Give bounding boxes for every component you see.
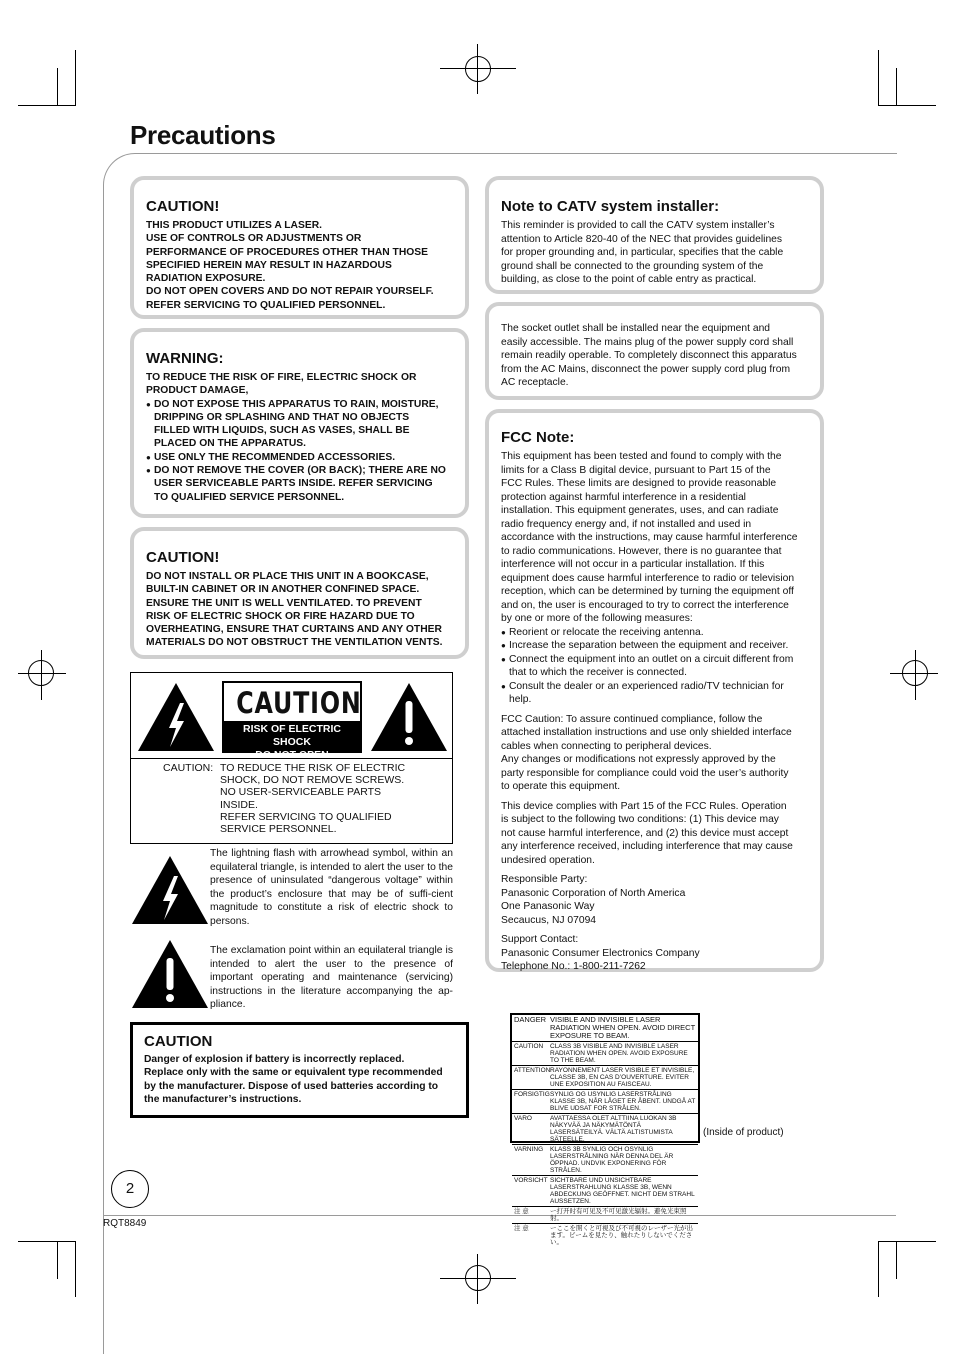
laser-warning-label (510, 1013, 700, 1246)
caution-big-word: CAUTION (236, 686, 362, 720)
socket-text: The socket outlet shall be installed near the equipment and easily accessible. The mains plug of the power supply cord shall remain readily operable. To completely disconnect this apparatus from the AC Mains, disconnect the power supply cord plug from AC receptacle. (501, 323, 797, 388)
list-item: ● DO NOT EXPOSE THIS APPARATUS TO RAIN, MOISTURE, DRIPPING OR SPLASHING AND THAT NO OBJECTS FILLED WITH LIQUIDS, SUCH AS VASES, SHALL BE PLACED ON THE APPARATUS. (146, 398, 439, 450)
battery-caution-heading: CAUTION (144, 1033, 213, 1050)
fcc-heading: FCC Note: (501, 429, 575, 446)
caution-ventilation-box (130, 527, 469, 659)
laser-label-row: ATTENTION RAYONNEMENT LASER VISIBLE ET INVISIBLE, CLASSE 3B, EN CAS D’OUVERTURE. EVITER UNE EXPOSITION AU FAISCEAU. (512, 1066, 698, 1090)
laser-label-row: FORSIGTIG SYNLIG OG USYNLIG LASERSTRÅLING KLASSE 3B, NÅR LÅGET ER ÅBENT. UNDGÅ AT BLIVE UDSAT FOR STRÅLEN. (512, 1090, 698, 1114)
laser-label-caption: (Inside of product) (703, 1127, 784, 1138)
list-item: ● USE ONLY THE RECOMMENDED ACCESSORIES. (146, 451, 396, 463)
laser-label-row: 注 意 ーここを開くと可視及び不可視のレーザー光が出ます。ビームを見たり、触れたりしないでください。 (514, 1225, 693, 1246)
caution-laser-box (130, 176, 469, 319)
list-item: ● Increase the separation between the equipment and receiver. (501, 640, 789, 651)
laser-label-row: VORSICHT SICHTBARE UND UNSICHTBARE LASERSTRAHLUNG KLASSE 3B, WENN ABDECKUNG GEÖFFNET. NICHT DEM STRAHL AUSSETZEN. (512, 1176, 698, 1207)
caution-ventilation-text: DO NOT INSTALL OR PLACE THIS UNIT IN A BOOKCASE, BUILT-IN CABINET OR IN ANOTHER CONFINED SPACE. ENSURE THE UNIT IS WELL VENTILATED. TO PREVENT RISK OF ELECTRIC SHOCK OR FIRE HAZARD DUE TO OVERHEATING, ENSURE THAT CURTAINS AND ANY OTHER MATERIALS DO NOT OBSTRUCT THE VENTILATION VENTS. (146, 571, 443, 649)
lightning-symbol-icon (130, 854, 210, 926)
caution-laser-text: THIS PRODUCT UTILIZES A LASER. USE OF CONTROLS OR ADJUSTMENTS OR PERFORMANCE OF PROCEDURES OTHER THAN THOSE SPECIFIED HEREIN MAY RESULT IN HAZARDOUS RADIATION EXPOSURE. DO NOT OPEN COVERS AND DO NOT REPAIR YOURSELF. REFER SERVICING TO QUALIFIED PERSONNEL. (146, 220, 434, 311)
page-number: 2 (111, 1170, 149, 1208)
risk-shock-text: RISK OF ELECTRIC SHOCK DO NOT OPEN (224, 721, 360, 751)
warning-heading: WARNING: (146, 350, 224, 367)
battery-caution-box (130, 1022, 469, 1118)
exclamation-symbol-icon (130, 938, 210, 1010)
caution-ventilation-heading: CAUTION! (146, 549, 220, 566)
laser-label-row: VARO AVATTAESSA OLET ALTTIINA LUOKAN 3B NÄKYVÄÄ JA NÄKYMÄTÖNTÄ LASERSÄTEILYÄ. VÄLTÄ ALTISTUMISTA SÄTEELLE. (512, 1114, 698, 1145)
laser-label-row: 注 意 ー打开时有可见及不可见激光辐射。避免光束照射。 (512, 1207, 698, 1224)
list-item: ● Reorient or relocate the receiving antenna. (501, 626, 704, 638)
socket-outlet-box (485, 302, 824, 400)
catv-text: This reminder is provided to call the CATV system installer’s attention to Article 820-40 of the NEC that provides guidelines for proper grounding and, in particular, specifies that the cable ground shall be connected to the grounding system of the building, as close to the point of cable entry as practical. (501, 220, 784, 285)
list-item: ● Consult the dealer or an experienced radio/TV technician for help. (501, 680, 784, 705)
fcc-note-box (485, 409, 824, 972)
warning-text: TO REDUCE THE RISK OF FIRE, ELECTRIC SHOCK OR PRODUCT DAMAGE, ● DO NOT EXPOSE THIS APPARATUS TO RAIN, MOISTURE, DRIPPING OR SPLASHING AND THAT NO OBJECTS FILLED WITH LIQUIDS, SUCH AS VASES, SHALL BE PLACED ON THE APPARATUS. ● USE ONLY THE RECOMMENDED ACCESSORIES. ● DO NOT REMOVE THE COVER (OR BACK); THERE ARE NO USER SERVICEABLE PARTS INSIDE. REFER SERVICING TO QUALIFIED SERVICE PERSONNEL. (146, 371, 453, 504)
exclamation-warning-icon (369, 681, 449, 753)
laser-label-row: CAUTION CLASS 3B VISIBLE AND INVISIBLE LASER RADIATION WHEN OPEN. AVOID EXPOSURE TO THE BEAM. (512, 1042, 698, 1066)
warning-box (130, 328, 469, 518)
battery-caution-text: Danger of explosion if battery is incorrectly replaced. Replace only with the same or equivalent type recommended by the manufacturer. Dispose of used batteries according to the manufacturer’s instructions. (144, 1054, 443, 1106)
page-title: Precautions (130, 120, 276, 150)
catv-heading: Note to CATV system installer: (501, 198, 720, 215)
caution-shock-label: CAUTION RISK OF ELECTRIC SHOCK DO NOT OPEN CAUTION: TO REDUCE THE RISK OF ELECTRIC SHOCK, DO NOT REMOVE SCREWS. NO USER-SERVICEABLE PARTS INSIDE. REFER SERVICING TO QUALIFIED SERVICE PERSONNEL. (130, 672, 453, 844)
lightning-warning-icon (136, 681, 216, 753)
exclamation-explanation: The exclamation point within an equilateral triangle is intended to alert the user to the presence of important operating and maintenance (servicing) instructions in the literature accompanying the ap-pliance. (210, 945, 453, 1011)
caution-laser-heading: CAUTION! (146, 198, 220, 215)
fcc-text: This equipment has been tested and found to comply with the limits for a Class B digital device, pursuant to Part 15 of the FCC Rules. These limits are designed to provide reasonable protection against harmful interference in a residential installation. This equipment generates, uses, and can radiate radio frequency energy and, if not installed and used in accordance with the instructions, may cause harmful interference to radio communications. However, there is no guarantee that interference will not occur in a particular installation. If this equipment does cause harmful interference to radio or television reception, which can be determined by turning the equipment off and on, the user is encouraged to try to correct the interference by one or more of the following measures: ● Reorient or relocate the receiving antenna. ● Increase the separation between the equipment and receiver. ● Connect the equipment into an outlet on a circuit different from that to which the receiver is connected. ● Consult the dealer or an experienced radio/TV technician for help. FCC Caution: To assure continued compliance, follow the attached installation instructions and use only shielded interface cables when connecting to peripheral devices. Any changes or modifications not expressly approved by the party responsible for compliance could void the user’s authority to operate this equipment. This device complies with Part 15 of the FCC Rules. Operation is subject to the following two conditions: (1) This device may not cause harmful interference, and (2) this device must accept any interference received, including interference that may cause undesired operation. Responsible Party: Panasonic Corporation of North America One Panasonic Way Secaucus, NJ 07094 Support Contact: Panasonic Consumer Electronics Company Telephone No.: 1-800-211-7262 (501, 450, 808, 974)
model-code: RQT8849 (103, 1218, 147, 1229)
list-item: ● DO NOT REMOVE THE COVER (OR BACK); THERE ARE NO USER SERVICEABLE PARTS INSIDE. REFER SERVICING TO QUALIFIED SERVICE PERSONNEL. (146, 465, 446, 503)
list-item: ● Connect the equipment into an outlet on a circuit different from that to which the receiver is connected. (501, 653, 794, 678)
catv-note-box (485, 176, 824, 294)
laser-label-row: DANGER VISIBLE AND INVISIBLE LASER RADIATION WHEN OPEN. AVOID DIRECT EXPOSURE TO BEAM. (512, 1015, 698, 1042)
lightning-explanation: The lightning flash with arrowhead symbol, within an equilateral triangle, is intended to alert the user to the presence of uninsulated “dangerous voltage” within the product’s enclosure that may be of suffi-cient magnitude to constitute a risk of electric shock to persons. (210, 848, 453, 927)
laser-label-row: VARNING KLASS 3B SYNLIG OCH OSYNLIG LASERSTRÅLNING NÄR DENNA DEL ÄR ÖPPNAD. UNDVIK EXPONERING FÖR STRÅLEN. (512, 1145, 698, 1176)
caution-word-panel (222, 681, 362, 761)
